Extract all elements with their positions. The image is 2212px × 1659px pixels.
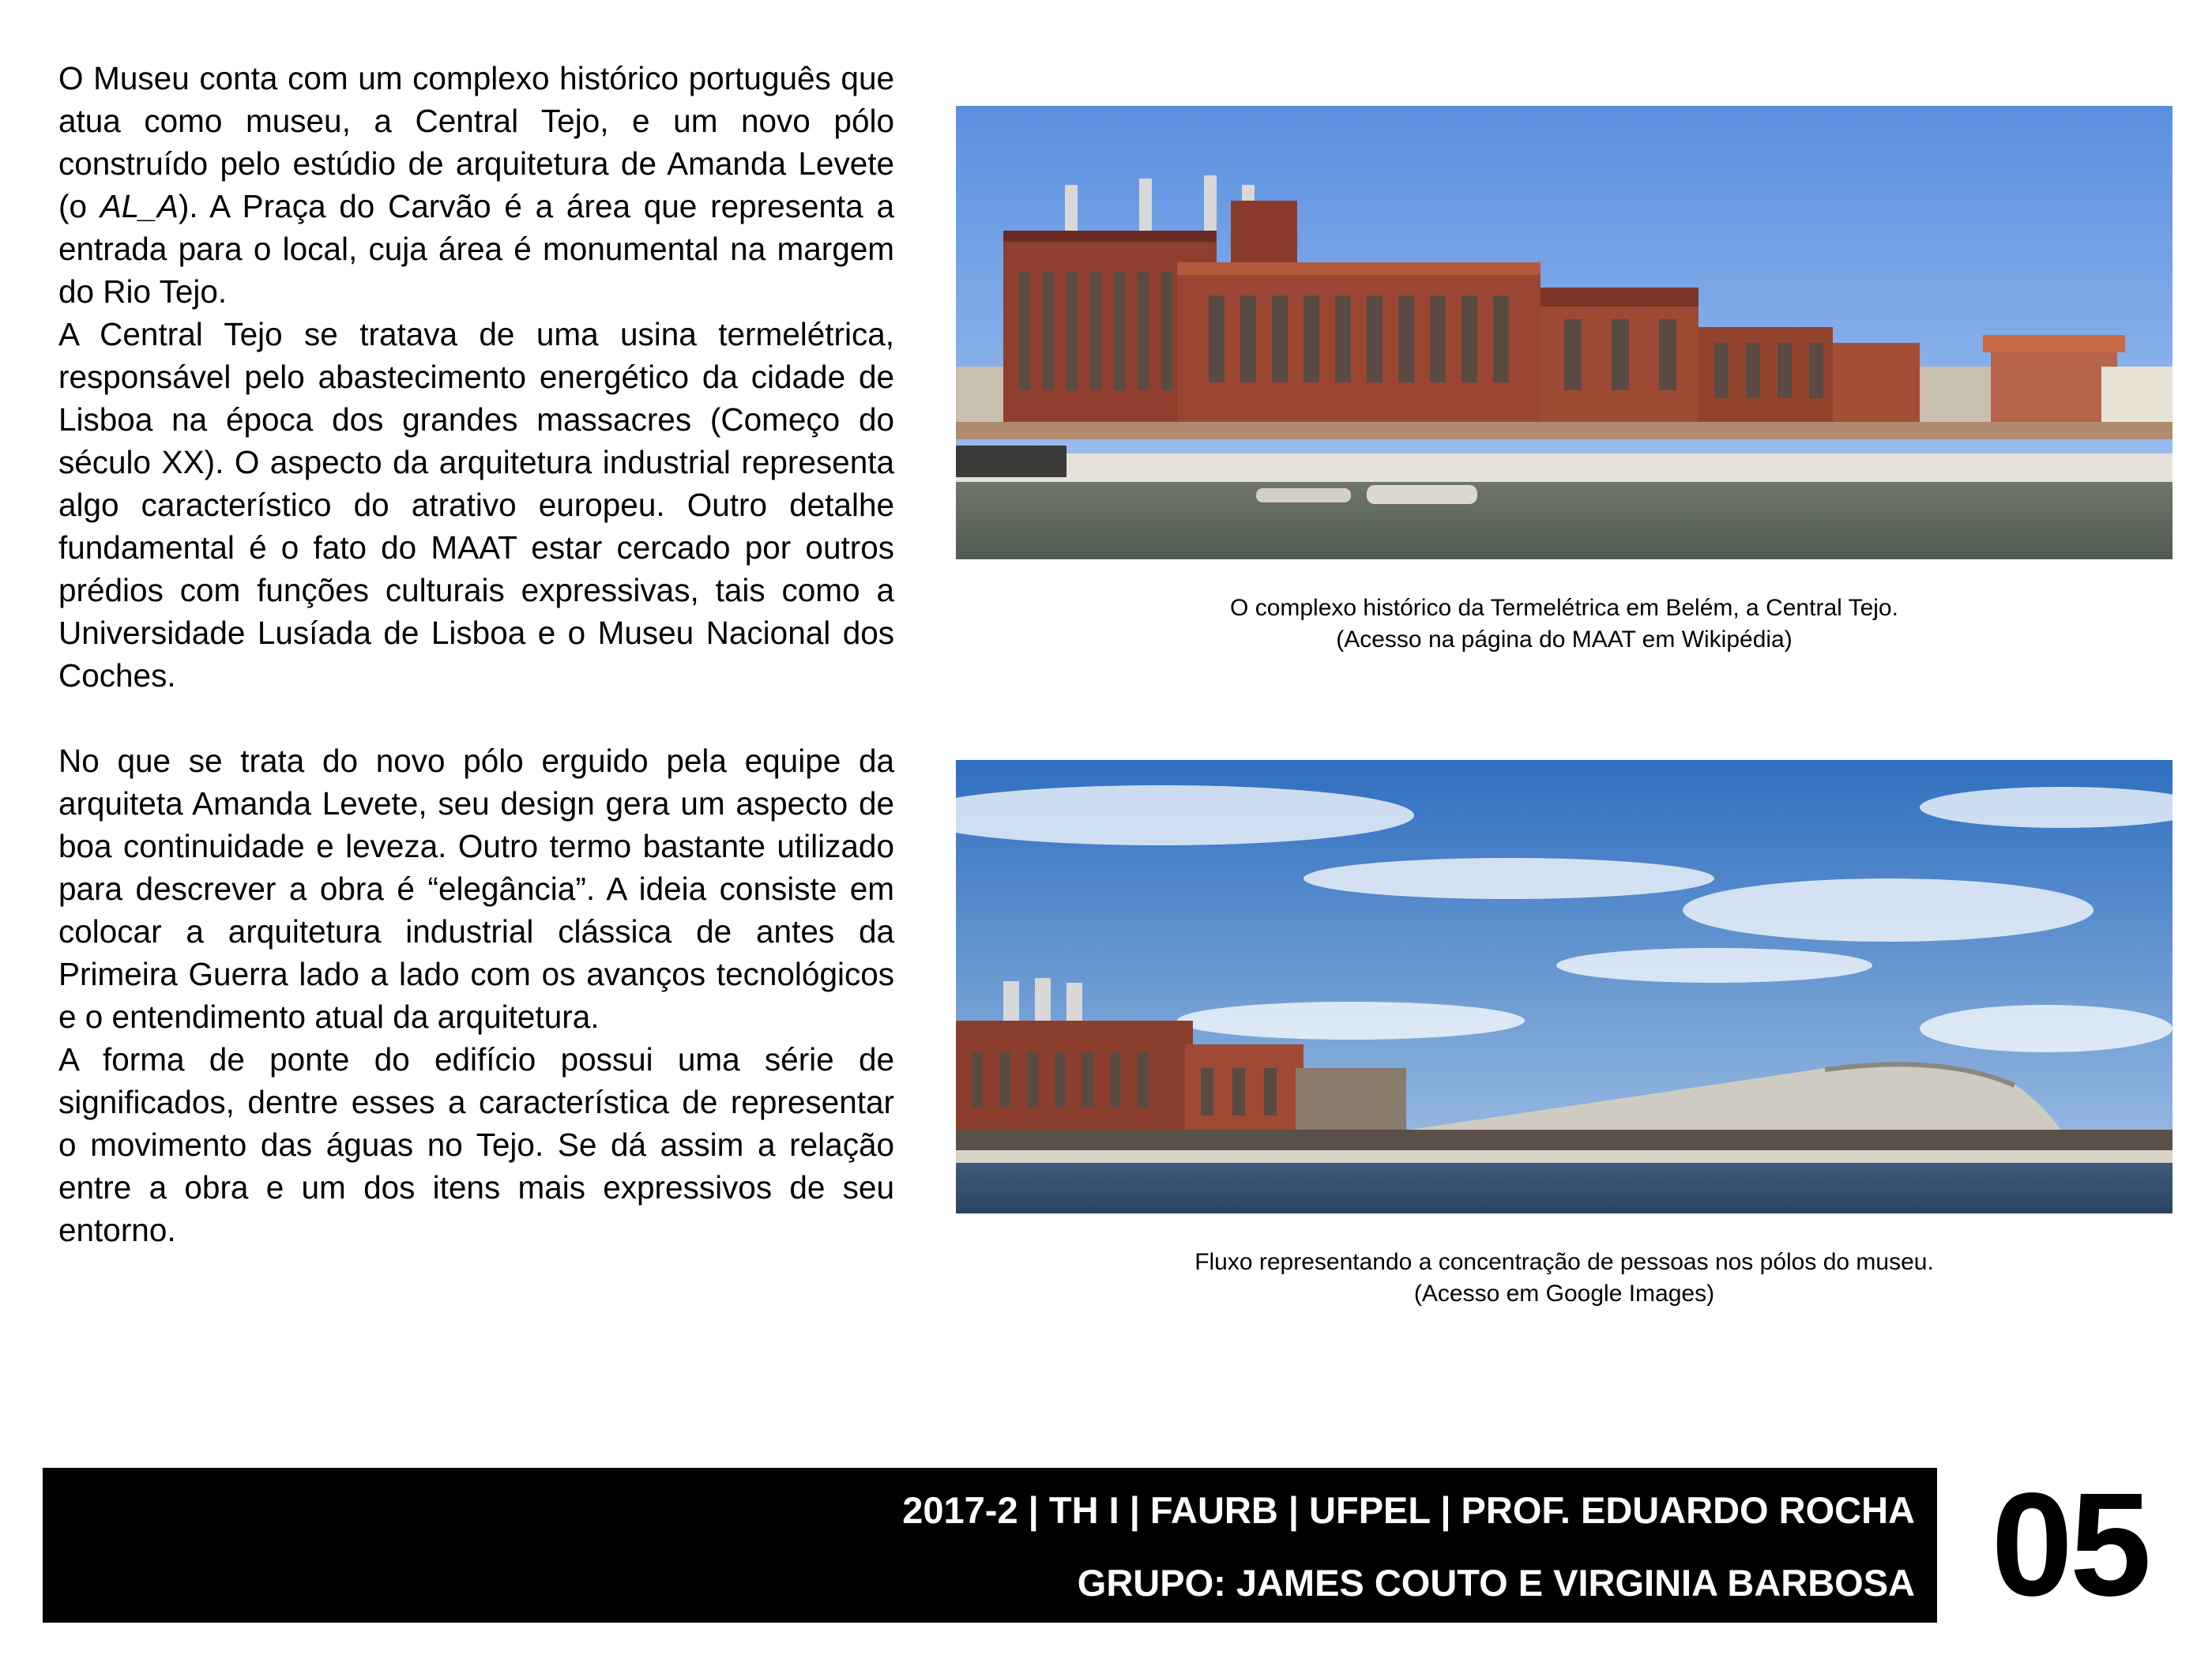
paragraph-2: A Central Tejo se tratava de uma usina termelétrica, responsável pelo abastecimento energético da cidade de Lisboa na época dos grandes massacres (Começo do século XX). O aspecto da arquitetura industrial representa algo característico do atrativo europeu. Outro detalhe fundamental é o fato do MAAT estar cercado por outros prédios com funções culturais expressivas, tais como a Universidade Lusíada de Lisboa e o Museu Nacional dos Coches. bbox=[58, 316, 894, 694]
photo-central-tejo bbox=[956, 106, 2172, 559]
figure-1-caption: O complexo histórico da Termelétrica em Belém, a Central Tejo. (Acesso na página do MAAT em Wikipédia) bbox=[1230, 595, 1898, 653]
figure-2-caption: Fluxo representando a concentração de pessoas nos pólos do museu. (Acesso em Google Images) bbox=[1194, 1249, 1934, 1307]
group-info: GRUPO: JAMES COUTO E VIRGINIA BARBOSA bbox=[1077, 1562, 1915, 1604]
studio-abbreviation: AL_A bbox=[100, 188, 179, 224]
body-text bbox=[58, 57, 894, 1251]
paragraph-1: O Museu conta com um complexo histórico português que atua como museu, a Central Tejo, e um novo pólo construído pelo estúdio de arquitetura de Amanda Levete (o AL_A). A Praça do Carvão é a área que representa a entrada para o local, cuja área é monumental na margem do Rio Tejo. bbox=[58, 60, 894, 310]
page-number: 05 bbox=[1991, 1463, 2149, 1627]
course-info: 2017-2 | TH I | FAURB | UFPEL | PROF. EDUARDO ROCHA bbox=[902, 1489, 1915, 1531]
figure-central-tejo bbox=[956, 106, 2172, 656]
paragraph-3: No que se trata do novo pólo erguido pela equipe da arquiteta Amanda Levete, seu design gera um aspecto de boa continuidade e leveza. Outro termo bastante utilizado para descrever a obra é “elegância”. A ideia consiste em colocar a arquitetura industrial clássica de antes da Primeira Guerra lado a lado com os avanços tecnológicos e o entendimento atual da arquitetura. bbox=[58, 743, 894, 1035]
figure-maat bbox=[956, 760, 2172, 1310]
footer-bar bbox=[43, 1468, 1937, 1623]
paragraph-4: A forma de ponte do edifício possui uma série de significados, dentre esses a característica de representar o movimento das águas no Tejo. Se dá assim a relação entre a obra e um dos itens mais expressivos de seu entorno. bbox=[58, 1041, 894, 1248]
photo-maat bbox=[956, 760, 2172, 1213]
